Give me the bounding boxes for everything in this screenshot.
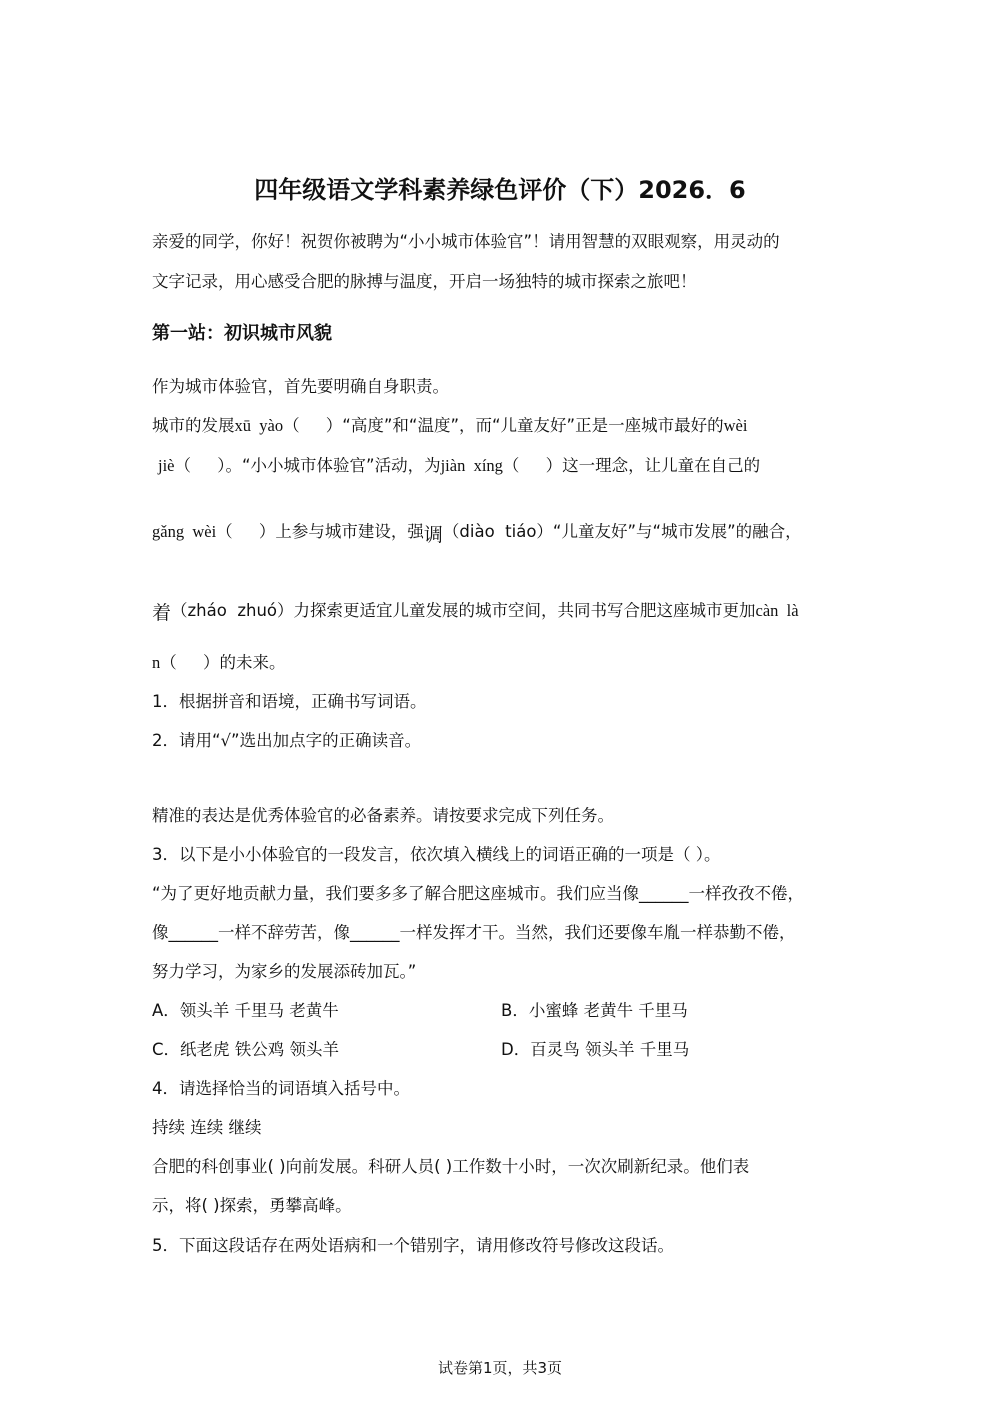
option-d[interactable]: D．百灵鸟 领头羊 千里马 — [501, 1040, 690, 1059]
passage-line-4 — [152, 601, 799, 624]
intro-line-2: 文字记录，用心感受合肥的脉搏与温度，开启一场独特的城市探索之旅吧！ — [152, 272, 697, 291]
passage-text: （zháo zhuó）力探索更适宜儿童发展的城市空间，共同书写合肥这座城市更加 — [171, 601, 756, 620]
passage-text: （ ）“高度”和“温度”，而“儿童友好”正是一座城市最好的 — [283, 416, 724, 435]
passage-line-1 — [152, 418, 747, 435]
passage-line-3 — [152, 522, 802, 546]
question-4-stem: 4．请选择恰当的词语填入括号中。 — [152, 1079, 410, 1098]
passage-text: 城市的发展 — [152, 416, 235, 435]
question-4-word-bank: 持续 连续 继续 — [152, 1118, 262, 1137]
question-3-quote-line-1: “为了更好地贡献力量，我们要多多了解合肥这座城市。我们应当像______一样孜孜不倦， — [152, 884, 805, 903]
dotted-character: 调 — [423, 524, 443, 546]
question-2: 2．请用“√”选出加点字的正确读音。 — [152, 731, 422, 750]
option-c[interactable]: C．纸老虎 铁公鸡 领头羊 — [152, 1040, 340, 1059]
pinyin: wèi — [723, 416, 748, 435]
question-4-line-1: 合肥的科创事业( )向前发展。科研人员( )工作数十小时，一次次刷新纪录。他们表 — [152, 1157, 750, 1176]
pinyin: càn là — [755, 601, 799, 620]
pinyin: xū yào — [234, 416, 284, 435]
passage-line-2 — [158, 458, 760, 475]
intro-line-1: 亲爱的同学，你好！祝贺你被聘为“小小城市体验官”！请用智慧的双眼观察，用灵动的 — [152, 232, 780, 251]
pinyin: gǎng wèi — [152, 522, 217, 541]
passage-text: （ ）的未来。 — [160, 653, 286, 672]
option-a[interactable]: A．领头羊 千里马 老黄牛 — [152, 1001, 339, 1020]
page-footer: 试卷第1页，共3页 — [437, 1359, 563, 1377]
pinyin: jiè — [158, 456, 175, 475]
station-intro: 作为城市体验官，首先要明确自身职责。 — [152, 377, 449, 396]
passage-line-5 — [152, 655, 285, 672]
passage-text: （ ）上参与城市建设，强 — [216, 522, 424, 541]
pinyin: n — [152, 653, 161, 672]
question-5: 5．下面这段话存在两处语病和一个错别字，请用修改符号修改这段话。 — [152, 1236, 674, 1255]
passage-text: （ ）。“小小城市体验官”活动，为 — [174, 456, 441, 475]
question-3-stem: 3．以下是小小体验官的一段发言，依次填入横线上的词语正确的一项是（ ）。 — [152, 845, 721, 864]
section-intro-2: 精准的表达是优秀体验官的必备素养。请按要求完成下列任务。 — [152, 806, 614, 825]
option-b[interactable]: B．小蜜蜂 老黄牛 千里马 — [501, 1001, 688, 1020]
question-4-line-2: 示，将( )探索，勇攀高峰。 — [152, 1196, 352, 1215]
question-3-quote-line-3: 努力学习，为家乡的发展添砖加瓦。” — [152, 962, 417, 981]
pinyin: jiàn xíng — [440, 456, 503, 475]
page-title: 四年级语文学科素养绿色评价（下）2026．6 — [254, 176, 746, 204]
question-1: 1．根据拼音和语境，正确书写词语。 — [152, 692, 427, 711]
passage-text: （ ）这一理念，让儿童在自己的 — [502, 456, 761, 475]
question-3-quote-line-2: 像______一样不辞劳苦，像______一样发挥才干。当然，我们还要像车胤一样恭勤不倦， — [152, 923, 796, 942]
section-title-station-1: 第一站：初识城市风貌 — [152, 323, 332, 344]
passage-text: （diào tiáo）“儿童友好”与“城市发展”的融合， — [442, 522, 802, 541]
dotted-character: 着 — [152, 602, 172, 624]
